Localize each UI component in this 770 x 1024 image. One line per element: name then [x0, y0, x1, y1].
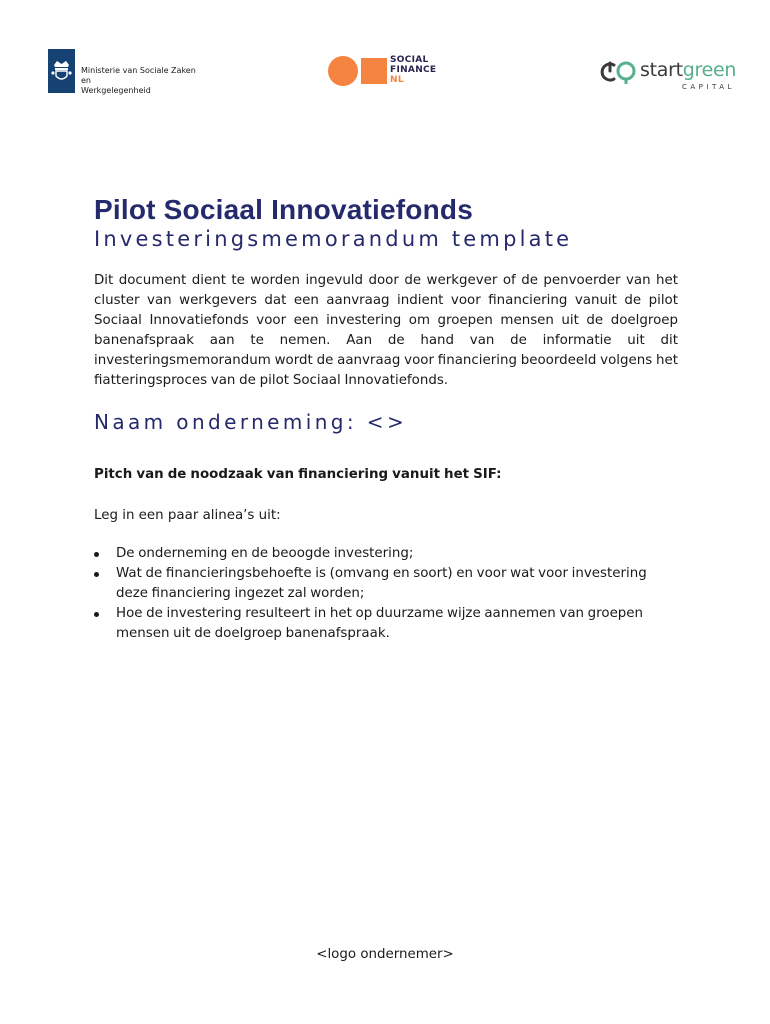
- bullet-list: [94, 544, 654, 644]
- startgreen-capital-logo: [600, 58, 737, 94]
- sg-green-text: green: [682, 59, 737, 81]
- sf-line-social: SOCIAL: [390, 55, 429, 65]
- bullet-text: Wat de financieringsbehoefte is (omvang en soort) en voor wat voor investering deze financiering ingezet zal worden;: [116, 566, 647, 601]
- ministry-logo: [48, 49, 208, 93]
- orange-circle-shape: [328, 56, 358, 86]
- lead-text: Leg in een paar alinea’s uit:: [94, 508, 281, 523]
- company-logo-placeholder: <logo ondernemer>: [316, 947, 454, 962]
- crown-emblem-icon: [51, 59, 72, 83]
- rijkslogo-emblem: [48, 49, 75, 93]
- bullet-icon: [94, 612, 99, 617]
- company-name-heading: Naam onderneming: <>: [94, 410, 408, 434]
- bullet-icon: [94, 572, 99, 577]
- ministry-name: Ministerie van Sociale Zaken en Werkgelegenheid: [81, 66, 196, 95]
- intro-paragraph: Dit document dient te worden ingevuld door de werkgever of de penvoerder van het cluster van werkgevers dat een aanvraag indient voor financiering vanuit de pilot Sociaal Innovatiefonds voor een investering om groepen mensen uit de doelgroep banenafspraak aan te nemen. Aan de hand van de informatie uit dit investeringsmemorandum wordt de aanvraag voor financiering beoordeeld volgens het fiatteringsproces van de pilot Sociaal Innovatiefonds.: [94, 273, 678, 388]
- bullet-icon: [94, 552, 99, 557]
- sg-start-text: start: [640, 59, 683, 81]
- startgreen-mark-icon: [600, 60, 638, 84]
- orange-square-shape: [361, 58, 387, 84]
- list-item: [94, 604, 654, 644]
- social-finance-logo: [328, 54, 458, 88]
- document-subtitle: Investeringsmemorandum template: [94, 227, 573, 251]
- sf-line-finance: FINANCE: [390, 65, 437, 75]
- list-item: [94, 544, 654, 564]
- startgreen-wordmark: [640, 58, 736, 82]
- document-title: Pilot Sociaal Innovatiefonds: [94, 194, 473, 225]
- bullet-text: Hoe de investering resulteert in het op duurzame wijze aannemen van groepen mensen uit de doelgroep banenafspraak.: [116, 606, 644, 641]
- list-item: [94, 564, 654, 604]
- pitch-heading: Pitch van de noodzaak van financiering vanuit het SIF:: [94, 467, 502, 482]
- sg-capital-text: CAPITAL: [682, 83, 735, 91]
- bullet-text: De onderneming en de beoogde investering;: [116, 546, 414, 561]
- social-finance-wordmark: [390, 55, 436, 85]
- sf-line-nl: NL: [390, 75, 404, 85]
